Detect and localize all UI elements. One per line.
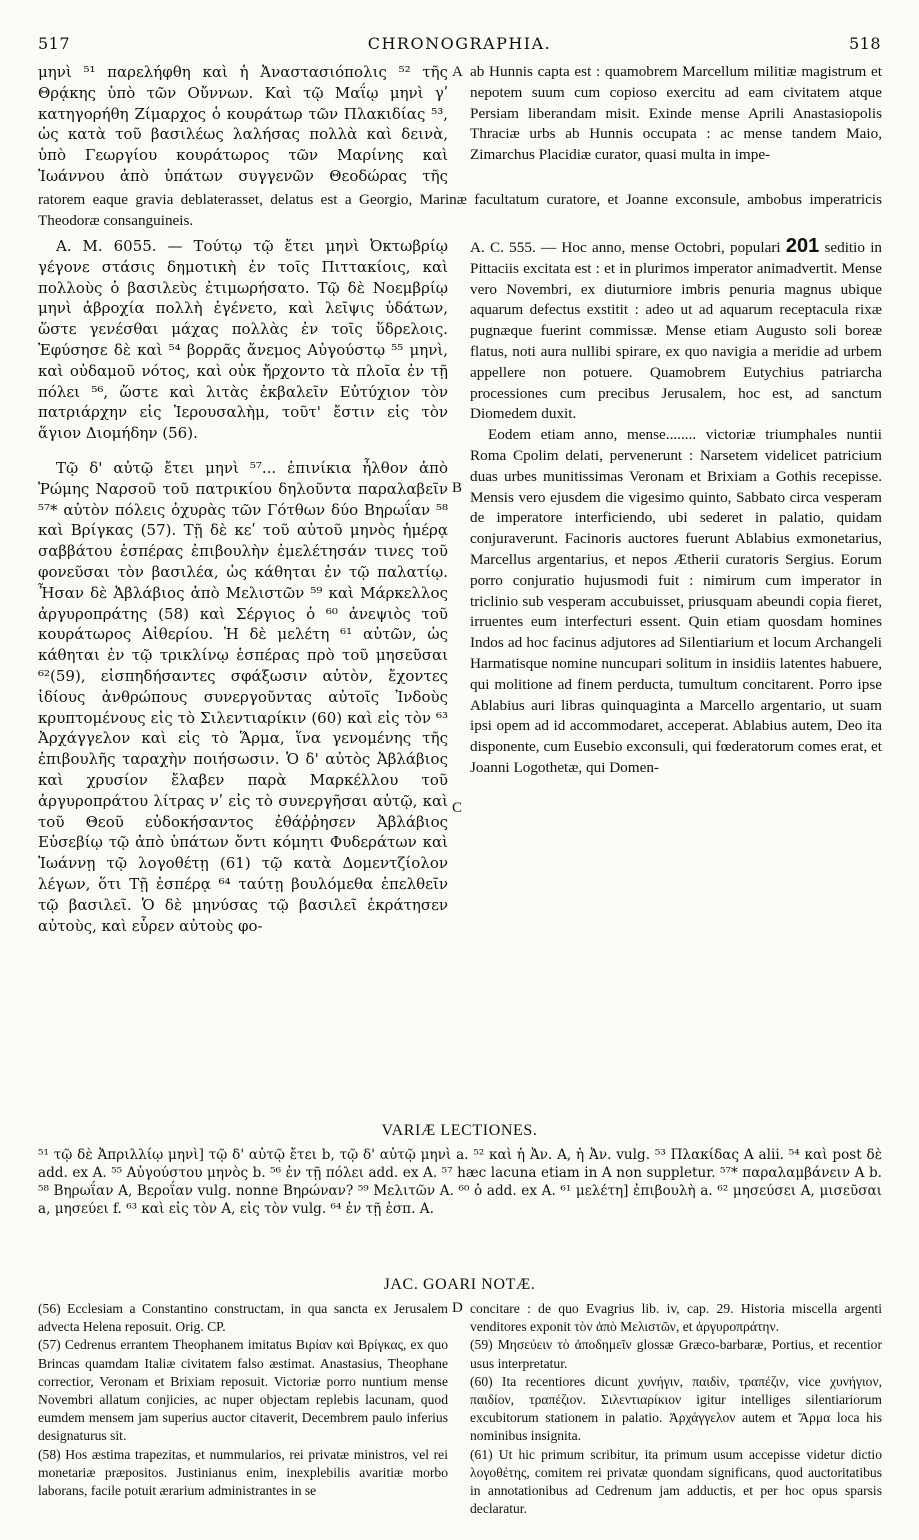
latin-year-heading: A. C. 555. — Hoc anno, mense Octobri, populari	[470, 239, 781, 256]
notae-right-column	[470, 1300, 882, 1532]
notae-title: JAC. GOARI NOTÆ.	[383, 1276, 536, 1293]
note-59: (59) Μησεύειν τὸ ἀποδημεῖν glossæ Græco-barbaræ, Portius, et recentior usus interpretatur.	[470, 1337, 882, 1371]
variae-lectiones-text: ⁵¹ τῷ δὲ Ἀπριλλίῳ μηνὶ] τῷ δ' αὐτῷ ἔτει b, τῷ δ' αὐτῷ μηνὶ a. ⁵² καὶ ἡ Ἀν. A, ἡ Ἀν. vulg. ⁵³ Πλακίδας A alii. ⁵⁴ καὶ post δὲ add. ex A. ⁵⁵ Αὐγούστου μηνὸς b. ⁵⁶ ἐν τῇ πόλει add. ex A. ⁵⁷ hæc lacuna etiam in A non suppletur. ⁵⁷* παραλαμβάνειν A b. ⁵⁸ Βηρωΐαν A, Βεροΐαν vulg. nonne Βηρώναν? ⁵⁹ Μελιτῶν A. ⁶⁰ ὁ add. ex A. ⁶¹ μελέτη] ἐπιβουλὴ a. ⁶² μησεύσει A, μισεῦσαι a, μησεύει f. ⁶³ καὶ εἰς τὸν A, εἰς τὸν vulg. ⁶⁴ ἐν τῇ ἑσπ. A.	[38, 1147, 882, 1217]
latin-paragraph-1-text: seditio in Pittaciis excitata est : et in plurimos imperator animadvertit. Mense vero Novembri, ex diuturniore imbris penuria magnus ubique aquarum defectus exstitit : adeo ut ad aquarum receptacula rixæ pugnæque fuerint commissæ. Mense etiam Augusto soli boreæ flatus, noti aura nullibi spirare, ex quo navigia a meridie ad urbem appellere non potuere. Quamobrem Eutychius patriarcha processiones cum precibus Jerusalem, hoc est, ad sanctum Diomedem duxit.	[470, 239, 882, 423]
margin-letter-d: D	[452, 1300, 463, 1316]
page-number-right: 518	[848, 34, 881, 53]
greek-top-paragraph: μηνὶ ⁵¹ παρελήφθη καὶ ἡ Ἀναστασιόπολις ⁵² τῆς Θρᾴκης ὑπὸ τῶν Οὔννων. Καὶ τῷ Μαΐῳ μηνὶ γʹ κατηγορήθη Ζίμαρχος ὁ κουράτωρ τῶν Πλακιδίας ⁵³, ὡς κατὰ τοῦ βασιλέως λαλήσας πολλὰ καὶ δεινὰ, ὑπὸ Γεωργίου κουράτωρος τῶν Μαρίνης καὶ Ἰωάννου ἀπὸ ὑπάτων συγγενῶν Θεοδώρας τῆς	[38, 63, 448, 185]
greek-main-column	[38, 236, 448, 1116]
running-header	[38, 34, 881, 56]
note-56: (56) Ecclesiam a Constantino constructam, in qua sancta ex Jerusalem advecta Helena reposuit. Orig. CP.	[38, 1301, 448, 1335]
full-width-text: ratorem eaque gravia deblaterasset, delatus est a Georgio, Marinæ facultatum curatore, et Joanne exconsule, ambobus imperatricis Theodoræ consanguineis.	[38, 191, 882, 229]
latin-paragraph-2: Eodem etiam anno, mense........ victoriæ triumphales nuntii Roma Cpolim delati, pervenerunt : Narsetem videlicet patricium duas urbes munitissimas Veronam et Brixiam a Gothis recepisse. Mensis vero ejusdem die vigesimo quinto, Sabbato circa vesperam de imperatore interficiendo, ubi sederet in palatio, quidam conjuraverunt. Facinoris auctores fuerunt Ablabius exmonetarius, Marcellus argentarius, et nepos Ætherii curatoris Sergius. Eorum porro conjuratio hujusmodi fuit : nimirum cum imperator in triclinio sub vesperam accubuisset, priusquam abeundi copia fieret, irruentes eum interfecturi essent. Quin etiam quosdam homines Indos ad hoc facinus adjutores ad Silentiarium et locum Archangeli Harmatisque nomine nuncupari solitum in insidiis latentes habuere, qui molitione ad finem perducta, tumultum concitarent. Porro ipse Ablabius auri libras quinquaginta a Marcello argentario, ut suam ipsi opem ad id accommodaret, acceperat. Ablabius autem, Deo ita disponente, cum Eusebio exconsuli, qui fœderatorum comes erat, et Joanni Logothetæ, qui Domen-	[470, 426, 882, 776]
variae-lectiones-title: VARIÆ LECTIONES.	[381, 1122, 538, 1139]
greek-top-text	[38, 62, 448, 188]
note-58: (58) Hos æstima trapezitas, et nummularios, rei privatæ ministros, vel rei monetariæ præpositos. Justinianus enim, inexplebilis avaritiæ morbo laborans, facile potuit ærarium administrantes in se	[38, 1446, 448, 1499]
greek-paragraph-1: A. M. 6055. — Τούτῳ τῷ ἔτει μηνὶ Ὀκτωβρίῳ γέγονε στάσις δημοτικὴ ἐν τοῖς Πιττακίοις, καὶ πολλοὺς ὁ βασιλεὺς ἐτιμωρήσατο. Τῷ δὲ Νοεμβρίῳ μηνὶ ἀβροχία πολλὴ ἐγένετο, καὶ λεῖψις ὑδάτων, ὥστε γενέσθαι μάχας πολλὰς ἐν τοῖς ὕδρελοις. Ἐφύσησε δὲ καὶ ⁵⁴ βορρᾶς ἄνεμος Αὐγούστῳ ⁵⁵ μηνὶ, καὶ οὐδαμοῦ νότος, καὶ οὐκ ἤρχοντο τὰ πλοῖα ἐν τῇ πόλει ⁵⁶, ὥστε καὶ λιτὰς ἐκβαλεῖν Εὐτύχιον τὸν πατριάρχην εἰς Ἱερουσαλὴμ, τοῦτ' ἔστιν εἰς τὸν ἅγιον Διομήδην (56).	[38, 237, 448, 443]
page-number-left: 517	[38, 34, 71, 53]
latin-top-text	[470, 62, 882, 188]
margin-letter-c: C	[452, 800, 463, 816]
note-60: (60) Ita recentiores dicunt χυνήγιν, παιδὶν, τραπέζιν, vice χυνήγιον, παιδίον, τραπέζιον. Σιλεντιαρίκιον igitur intelliges silentiariorum excubitorum stationem in palatio. Ἀρχάγγελον autem et Ἅρμα loca his nominibus insignita.	[470, 1373, 882, 1444]
notae-left-column	[38, 1300, 448, 1532]
latin-paragraph-1	[470, 236, 882, 425]
greek-paragraph-2: Τῷ δ' αὐτῷ ἔτει μηνὶ ⁵⁷... ἐπινίκια ἦλθον ἀπὸ Ῥώμης Ναρσοῦ τοῦ πατρικίου δηλοῦντα παραλαβεῖν ⁵⁷* αὐτὸν πόλεις ὀχυρὰς τῶν Γότθων δύο Βηρωΐαν ⁵⁸ καὶ Βρίγκας (57). Τῇ δὲ κεʹ τοῦ αὐτοῦ μηνὸς ἡμέρᾳ σαββάτου ἑσπέρας ἐπιβουλὴν ἐμελέτησάν τινες τοῦ φονεῦσαι τὸν βασιλέα, ὡς κάθηται ἐν τῷ παλατίῳ. Ἦσαν δὲ Ἀβλάβιος ἀπὸ Μελιστῶν ⁵⁹ καὶ Μάρκελλος ἀργυροπράτης (58) καὶ Σέργιος ὁ ⁶⁰ ἀνεψιὸς τοῦ κουράτωρος Αἰθερίου. Ἡ δὲ μελέτη ⁶¹ αὐτῶν, ὡς κάθηται ἐν τῷ τρικλίνῳ ἑσπέρας πρὸ τοῦ μησεῦσαι ⁶²(59), εἰσπηδήσαντες σφάξωσιν αὐτὸν, ἔχοντες ἰδίους ἀνθρώπους συνεργοῦντας αὐτοῖς Ἰνδοὺς κρυπτομένους εἰς τὸ Σιλεντιαρίκιν (60) καὶ εἰς τὸν ⁶³ Ἀρχάγγελον καὶ εἰς τὸ Ἅρμα, ἵνα γενομένης τῆς ἐπιβουλῆς ταραχὴν ποιήσωσιν. Ὁ δ' αὐτὸς Ἀβλάβιος καὶ χρυσίον ἔλαβεν παρὰ Μαρκέλλου τοῦ ἀργυροπράτου λίτρας νʹ εἰς τὸ συνεργῆσαι αὐτῷ, καὶ τοῦ Θεοῦ εὐδοκήσαντος ἐθάῤῥησεν Ἀβλάβιος Εὐσεβίῳ τῷ ἀπὸ ὑπάτων ὄντι κόμητι Φυδεράτων καὶ Ἰωάννῃ τῷ λογοθέτῃ (61) τῷ κατὰ Δομεντζίολον λέγων, ὅτι Τῇ ἑσπέρᾳ ⁶⁴ ταύτῃ βουλόμεθα ἐπελθεῖν τῷ βασιλεῖ. Ὁ δὲ μηνύσας τῷ βασιλεῖ ἐκράτησεν αὐτοὺς, καὶ εὗρεν αὐτοὺς φο-	[38, 458, 448, 935]
running-title: CHRONOGRAPHIA.	[367, 34, 552, 53]
margin-letter-a: A	[452, 64, 463, 80]
latin-top-paragraph: ab Hunnis capta est : quamobrem Marcellum militiæ magistrum et nepotem suum cum copioso exercitu ad eam civitatem atque Persiam liberandam misit. Exinde mense Aprili Anastasiopolis Thraciæ urbs ab Hunnis occupata : ac mense tandem Maio, Zimarchus Placidiæ curator, quasi multa in impe-	[470, 63, 882, 164]
marginal-page-number: 201	[785, 236, 820, 257]
latin-main-column	[470, 236, 882, 1116]
note-57: (57) Cedrenus errantem Theophanem imitatus Βιρίαν καὶ Βρίγκας, ex quo Brincas quamdam Italiæ civitatem falso æstimat. Anastasius, Theophane correctior, Veronam et Brixiam reposuit. Victoriæ porro nuntium mense Novembri allatum conjicies, ac nuper objectam replebis lacunam, quod eumdem mensem jam superius auctor citaverit, Decembrem paulo inferius designaturus sit.	[38, 1337, 448, 1444]
margin-letter-b: B	[452, 480, 463, 496]
note-61: (61) Ut hic primum scribitur, ita primum usum accepisse videtur dictio λογοθέτης, comitem rei privatæ quondam significans, quod auctoritatibus in annotationibus ad Cedrenum jam adductis, et per hoc opus sparsis declaratur.	[470, 1446, 882, 1517]
note-58-continued: concitare : de quo Evagrius lib. iv, cap. 29. Historia miscella argenti venditores exponit τὸν ἀπὸ Μελιστῶν, et ἀργυροπράτην.	[470, 1301, 882, 1335]
